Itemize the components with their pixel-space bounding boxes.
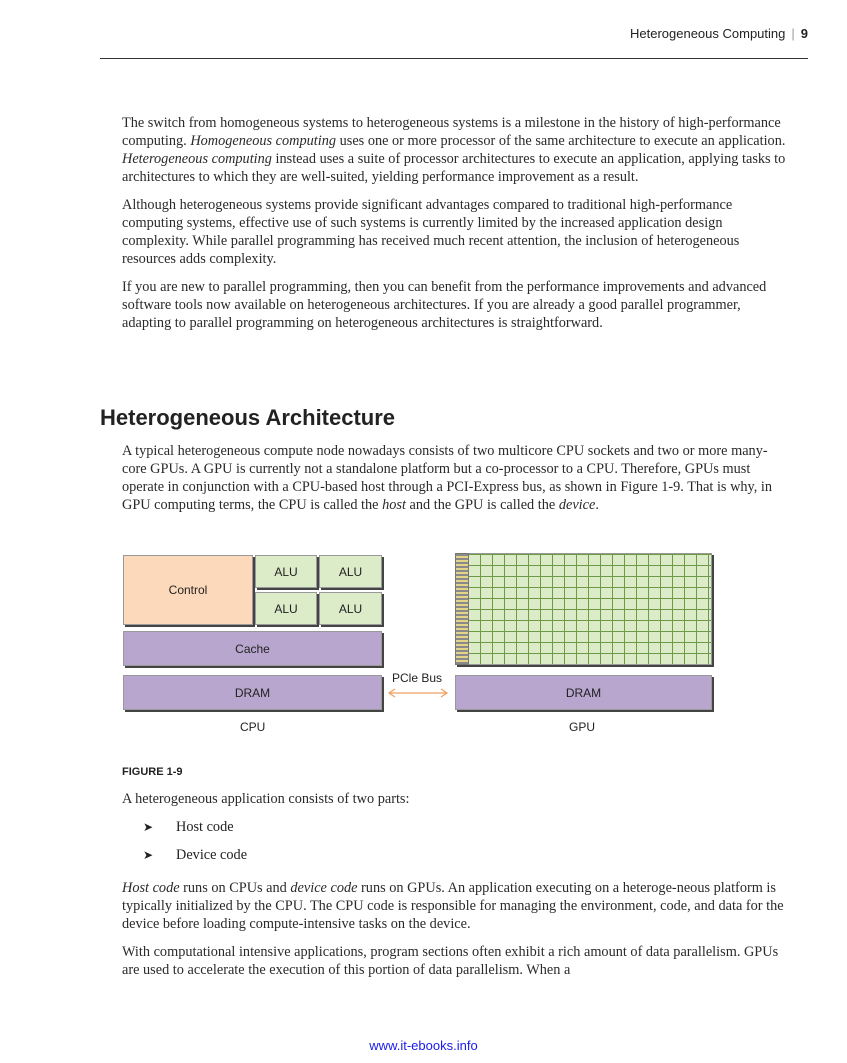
intro-section [122, 114, 790, 342]
alu-block: ALU [255, 555, 317, 588]
term-device: device [558, 497, 596, 513]
cpu-label: CPU [240, 720, 266, 734]
intro-paragraph-3: If you are new to parallel programming, then you can benefit from the performance improvements and advanced software tools now available on heterogeneous architectures. If you are already a good parallel programmer, adapting to parallel programming on heterogeneous architectures is straightforward. [122, 279, 767, 331]
section-p1-text-a: A typical heterogeneous compute node nowadays consists of two multicore CPU sockets and two or more many-core GPUs. A GPU is currently not a standalone platform but a co-processor to a CPU. Therefore, GPUs must operate in conjunction with a CPU-based host through a PCI-Express bus, as shown in Figure 1-9. That is why, in GPU computing terms, the CPU is called the [122, 443, 773, 513]
pcie-bus-label: PCle Bus [392, 671, 443, 685]
term-host: host [382, 497, 406, 513]
list-item-label: Device code [176, 847, 248, 863]
list-item-label: Host code [176, 819, 234, 835]
closing-paragraph-2: With computational intensive applications, program sections often exhibit a rich amount of data parallelism. GPUs are used to accelerate the execution of this portion of data parallelism. When a [122, 944, 779, 978]
term-heterogeneous-computing: Heterogeneous computing [122, 151, 272, 167]
term-device-code: device code [290, 880, 358, 896]
header-separator: | [791, 26, 795, 41]
gpu-core-grid [455, 553, 712, 665]
term-host-code: Host code [122, 880, 180, 896]
arrowhead-icon: ➤ [143, 848, 154, 862]
intro-paragraph-2: Although heterogeneous systems provide significant advantages compared to traditional high-performance computing systems, effective use of such systems is currently limited by the increased application design complexity. While parallel programming has received much recent attention, the inclusion of heterogeneous resources adds complexity. [122, 197, 740, 267]
section-p1-text-b: and the GPU is called the [405, 497, 559, 513]
section-p1-text-c: . [595, 497, 599, 513]
arrowhead-icon: ➤ [143, 820, 154, 834]
section-paragraph-1 [122, 442, 790, 514]
control-block: Control [123, 555, 253, 625]
alu-block: ALU [255, 592, 317, 625]
gpu-dram-block: DRAM [455, 675, 712, 710]
footer-link[interactable]: www.it-ebooks.info [369, 1038, 478, 1053]
closing-paragraph-1 [122, 879, 790, 933]
intro-p1-text-c: instead uses a suite of processor architectures to execute an application, applying tasks to architectures to which they are well-suited, yielding performance improvement as a result. [122, 151, 786, 185]
bidirectional-arrow-icon [386, 686, 450, 700]
gpu-control-cache-strip [455, 553, 469, 665]
closing-p1-text-b: runs on GPUs. An application executing on a heteroge-neous platform is typically initialized by the CPU. The CPU code is responsible for managing the environment, code, and data for the device before loading compute-intensive tasks on the device. [122, 880, 784, 932]
running-header [100, 26, 808, 59]
closing-section [122, 879, 790, 989]
parts-intro-text: A heterogeneous application consists of two parts: [122, 791, 410, 807]
list-item [143, 846, 247, 874]
intro-paragraph-1 [122, 114, 790, 186]
cpu-dram-block: DRAM [123, 675, 382, 710]
alu-block: ALU [319, 592, 382, 625]
cache-block: Cache [123, 631, 382, 666]
running-header-title: Heterogeneous Computing [629, 26, 786, 41]
cpu-gpu-architecture-diagram [120, 550, 720, 740]
gpu-label: GPU [569, 720, 596, 734]
term-homogeneous-computing: Homogeneous computing [190, 133, 337, 149]
parts-intro [122, 790, 790, 818]
page-number: 9 [800, 26, 808, 41]
closing-p1-text-a: runs on CPUs and [179, 880, 291, 896]
figure-caption: FIGURE 1-9 [122, 766, 183, 778]
list-item [143, 818, 247, 846]
parts-list [143, 818, 247, 874]
intro-p1-text-b: uses one or more processor of the same architecture to execute an application. [336, 133, 786, 149]
section-heading: Heterogeneous Architecture [100, 405, 396, 430]
intro-p1-text-a: The switch from homogeneous systems to heterogeneous systems is a milestone in the history of high-performance computing. [122, 115, 781, 149]
section-body [122, 442, 790, 524]
alu-block: ALU [319, 555, 382, 588]
